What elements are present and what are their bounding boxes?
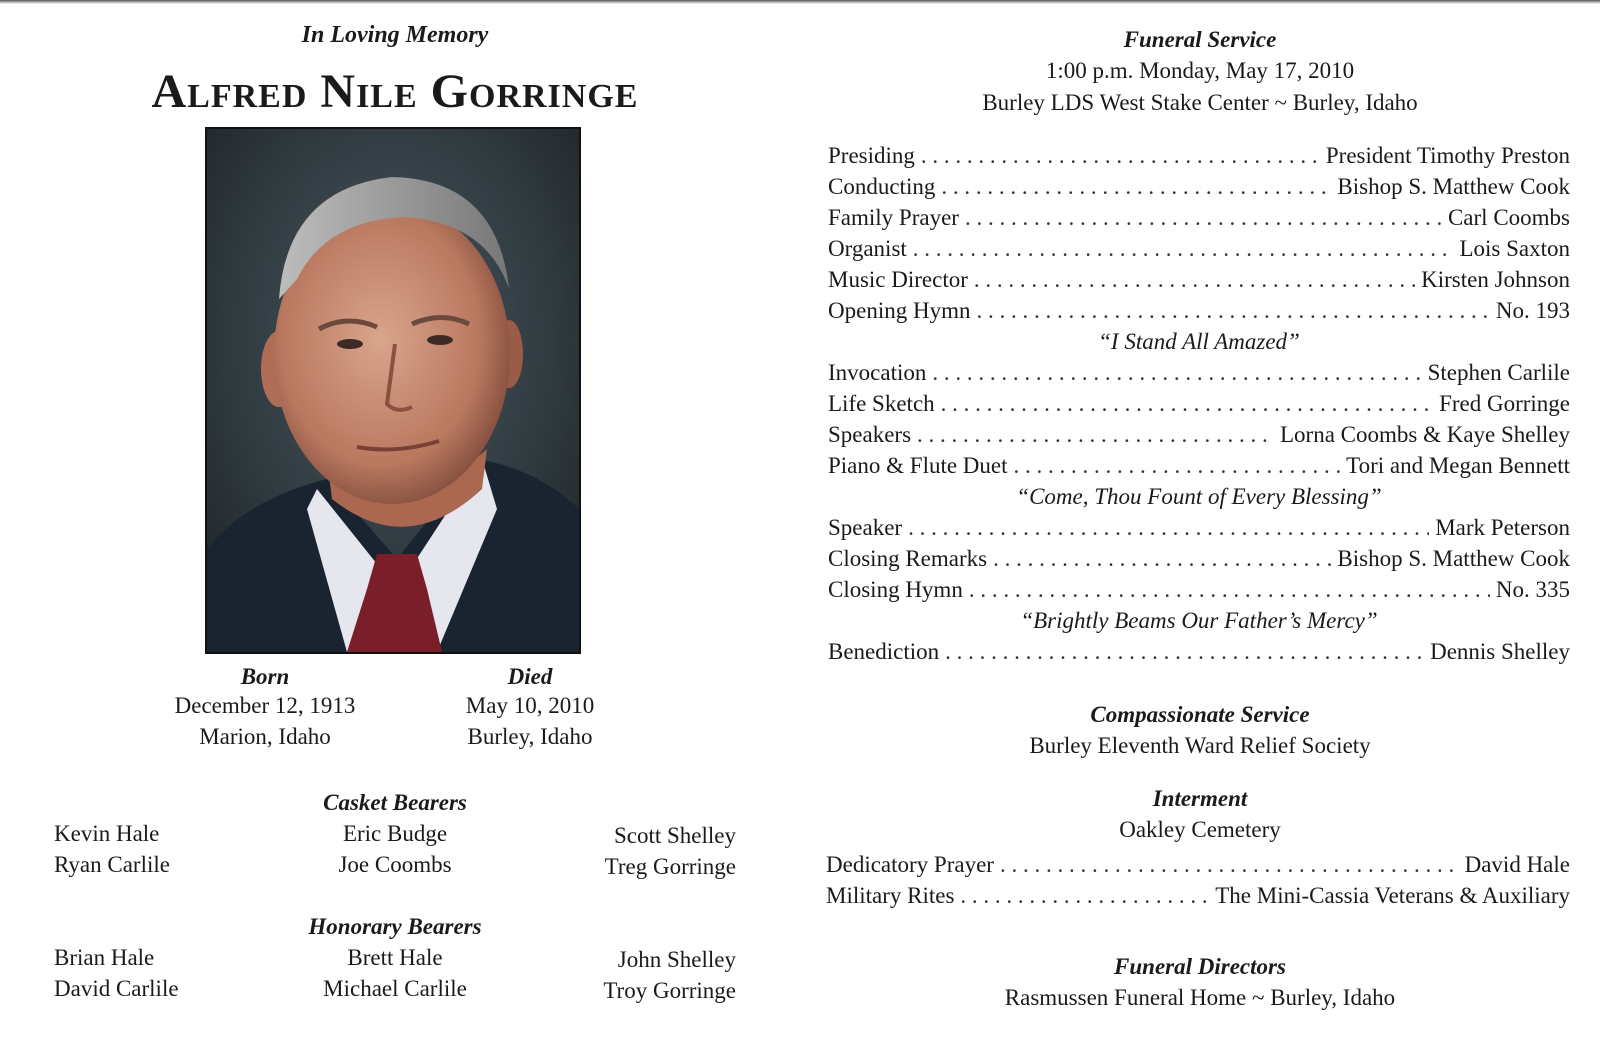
born-block <box>130 664 400 752</box>
casket-bearer: Ryan Carlile <box>54 852 170 877</box>
program-participant: Fred Gorringe <box>1439 391 1570 416</box>
program-row <box>828 205 1570 236</box>
program-participant: President Timothy Preston <box>1325 143 1570 168</box>
program-participant: No. 335 <box>1495 577 1570 602</box>
program-row <box>828 143 1570 174</box>
program-participant: Mark Peterson <box>1435 515 1570 540</box>
program-role: Presiding <box>828 143 915 168</box>
program-participant: Tori and Megan Bennett <box>1346 453 1570 478</box>
directors-title: Funeral Directors <box>1114 954 1286 979</box>
program-participant: Dennis Shelley <box>1430 639 1570 664</box>
memorial-heading: In Loving Memory <box>301 22 489 48</box>
casket-bearer: Joe Coombs <box>338 852 452 877</box>
interment-text: Oakley Cemetery <box>1119 817 1281 842</box>
hymn-title: “Come, Thou Fount of Every Blessing” <box>1016 484 1382 509</box>
dot-leader <box>941 174 1331 200</box>
program-row <box>828 577 1570 608</box>
honorary-bearer: Brian Hale <box>54 945 155 970</box>
born-place: Marion, Idaho <box>199 724 331 749</box>
honorary-bearer: Michael Carlile <box>323 976 467 1001</box>
program-role: Closing Hymn <box>828 577 963 602</box>
program-participant: Bishop S. Matthew Cook <box>1337 546 1570 571</box>
dot-leader <box>921 143 1320 169</box>
program-role: Closing Remarks <box>828 546 988 571</box>
honorary-bearer: Troy Gorringe <box>603 978 736 1003</box>
service-title: Funeral Service <box>1123 27 1277 52</box>
dot-leader <box>969 577 1490 603</box>
born-label: Born <box>240 664 290 689</box>
dot-leader <box>913 236 1454 262</box>
right-panel <box>820 0 1580 1044</box>
program-role: Dedicatory Prayer <box>826 852 994 877</box>
deceased-name: Alfred Nile Gorringe <box>151 65 639 118</box>
program-row <box>828 236 1570 267</box>
program-role: Conducting <box>828 174 936 199</box>
service-time: 1:00 p.m. Monday, May 17, 2010 <box>1045 58 1355 83</box>
program-participant: Stephen Carlile <box>1427 360 1570 385</box>
dot-leader <box>993 546 1331 572</box>
program-row <box>828 360 1570 391</box>
dot-leader <box>945 639 1424 665</box>
program-role: Organist <box>828 236 907 261</box>
casket-bearer: Eric Budge <box>342 821 448 846</box>
compassionate-text: Burley Eleventh Ward Relief Society <box>1029 733 1371 758</box>
dot-leader <box>974 267 1415 293</box>
died-date: May 10, 2010 <box>465 693 595 718</box>
program-participant: No. 193 <box>1495 298 1570 323</box>
dot-leader <box>976 298 1489 324</box>
program-row <box>826 883 1570 914</box>
dot-leader <box>917 422 1274 448</box>
honorary-bearer: John Shelley <box>617 947 736 972</box>
interment-title: Interment <box>1152 786 1248 811</box>
program-role: Speaker <box>828 515 903 540</box>
died-block <box>395 664 665 752</box>
born-date: December 12, 1913 <box>174 693 356 718</box>
program-participant: Bishop S. Matthew Cook <box>1337 174 1570 199</box>
portrait-image <box>207 129 579 652</box>
casket-bearer: Scott Shelley <box>613 823 736 848</box>
dot-leader <box>908 515 1429 541</box>
honorary-bearer: David Carlile <box>54 976 179 1001</box>
program-participant: Lorna Coombs & Kaye Shelley <box>1279 422 1570 447</box>
program-row <box>826 852 1570 883</box>
program-participant: Carl Coombs <box>1447 205 1570 230</box>
program-row <box>828 422 1570 453</box>
program-role: Music Director <box>828 267 968 292</box>
service-place: Burley LDS West Stake Center ~ Burley, Idaho <box>982 90 1418 115</box>
program-role: Piano & Flute Duet <box>828 453 1008 478</box>
dot-leader <box>960 883 1209 909</box>
portrait-photo <box>205 127 581 654</box>
casket-bearer: Treg Gorringe <box>604 854 736 879</box>
dot-leader <box>932 360 1421 386</box>
program-participant: The Mini-Cassia Veterans & Auxiliary <box>1215 883 1570 908</box>
left-panel <box>0 0 790 1044</box>
casket-bearer: Kevin Hale <box>54 821 160 846</box>
died-place: Burley, Idaho <box>467 724 593 749</box>
program-row <box>828 391 1570 422</box>
program-participant: Lois Saxton <box>1459 236 1570 261</box>
program-row <box>828 267 1570 298</box>
program-row <box>828 174 1570 205</box>
hymn-title: “Brightly Beams Our Father’s Mercy” <box>1020 608 1378 633</box>
program-row <box>828 453 1570 484</box>
died-label: Died <box>507 664 553 689</box>
casket-bearers-title: Casket Bearers <box>323 790 467 815</box>
rites-list <box>826 852 1570 914</box>
program-role: Speakers <box>828 422 912 447</box>
honorary-bearers-title: Honorary Bearers <box>308 914 482 939</box>
dot-leader <box>941 391 1433 417</box>
dot-leader <box>1000 852 1459 878</box>
program-role: Opening Hymn <box>828 298 971 323</box>
dot-leader <box>1014 453 1341 479</box>
program-role: Life Sketch <box>828 391 935 416</box>
hymn-title: “I Stand All Amazed” <box>1098 329 1300 354</box>
directors-text: Rasmussen Funeral Home ~ Burley, Idaho <box>1004 985 1396 1010</box>
program-row <box>828 298 1570 329</box>
program-role: Family Prayer <box>828 205 959 230</box>
program-role: Invocation <box>828 360 927 385</box>
compassionate-title: Compassionate Service <box>1090 702 1310 727</box>
program-row <box>828 546 1570 577</box>
program-role: Military Rites <box>826 883 955 908</box>
program-role: Benediction <box>828 639 940 664</box>
honorary-bearer: Brett Hale <box>347 945 443 970</box>
program-list <box>828 143 1570 670</box>
program-participant: Kirsten Johnson <box>1421 267 1570 292</box>
program-row <box>828 639 1570 670</box>
program-participant: David Hale <box>1464 852 1570 877</box>
program-row <box>828 515 1570 546</box>
dot-leader <box>965 205 1442 231</box>
